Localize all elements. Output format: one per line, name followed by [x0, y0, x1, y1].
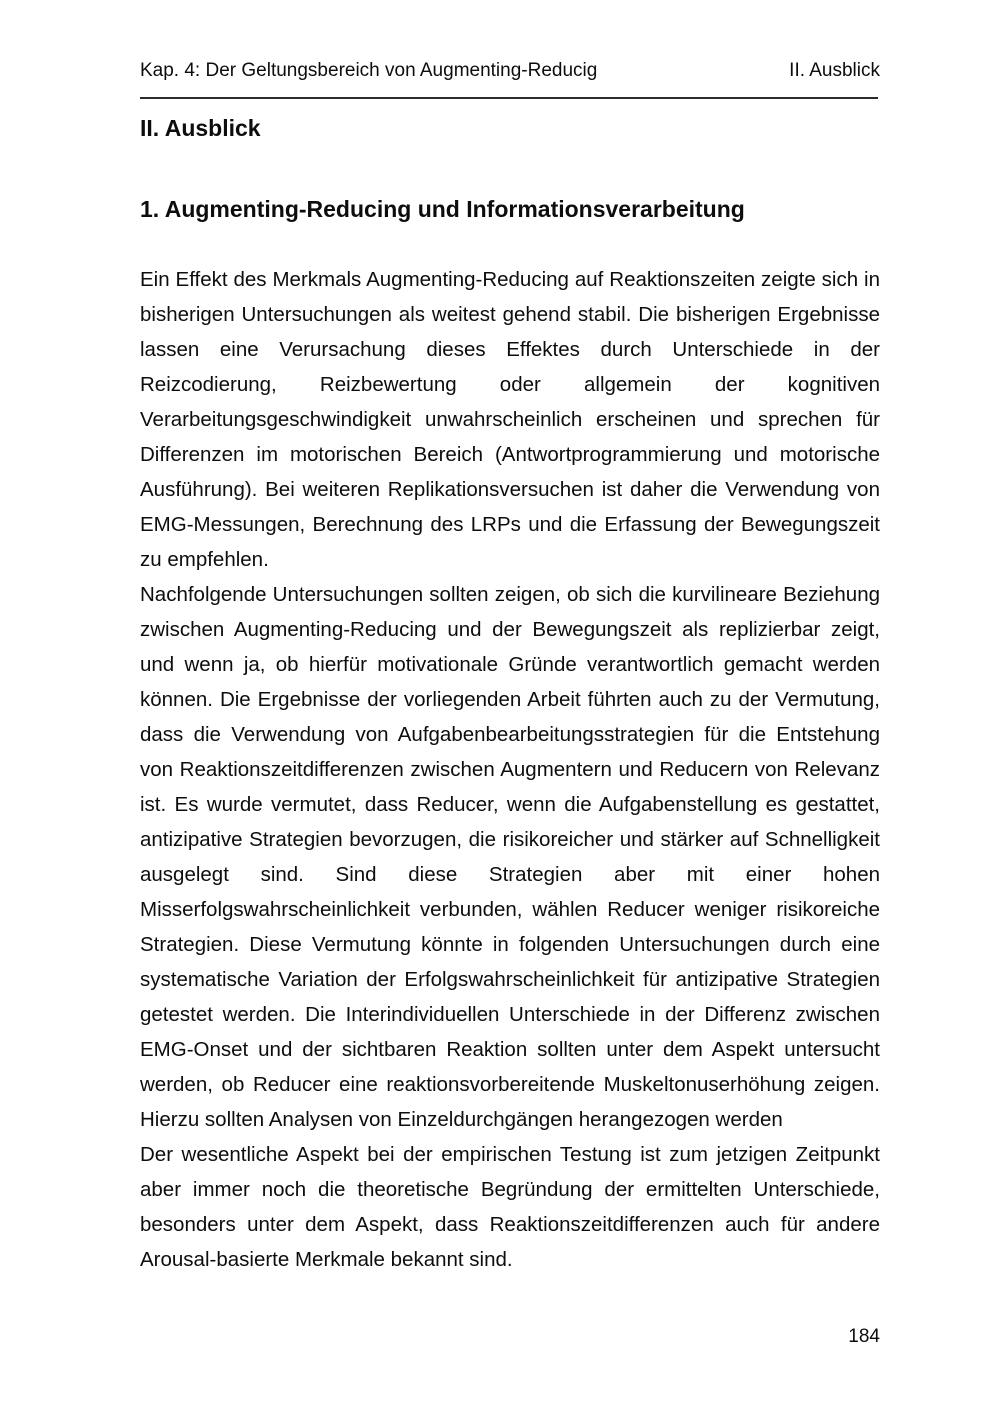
- running-header: [140, 60, 880, 82]
- paragraph: Der wesentliche Aspekt bei der empirischen Testung ist zum jetzigen Zeitpunkt aber immer noch die theoretische Begründung der ermittelten Unterschiede, besonders unter dem Aspekt, dass Reaktionszeitdifferenzen auch für andere Arousal-basierte Merkmale bekannt sind.: [140, 1143, 880, 1271]
- body-text: [140, 262, 880, 1277]
- paragraph: Nachfolgende Untersuchungen sollten zeigen, ob sich die kurvilineare Beziehung zwischen Augmenting-Reducing und der Bewegungszeit als replizierbar zeigt, und wenn ja, ob hierfür motivationale Gründe verantwortlich gemacht werden können. Die Ergebnisse der vorliegenden Arbeit führten auch zu der Vermutung, dass die Verwendung von Aufgabenbearbeitungsstrategien für die Entstehung von Reaktionszeitdifferenzen zwischen Augmentern und Reducern von Relevanz ist. Es wurde vermutet, dass Reducer, wenn die Aufgabenstellung es gestattet, antizipative Strategien bevorzugen, die risikoreicher und stärker auf Schnelligkeit ausgelegt sind. Sind diese Strategien aber mit einer hohen Misserfolgswahrscheinlichkeit verbunden, wählen Reducer weniger risikoreiche Strategien. Diese Vermutung könnte in folgenden Untersuchungen durch eine systematische Variation der Erfolgswahrscheinlichkeit für antizipative Strategien getestet werden. Die Interindividuellen Unterschiede in der Differenz zwischen EMG-Onset und der sichtbaren Reaktion sollten unter dem Aspekt untersucht werden, ob Reducer eine reaktionsvorbereitende Muskeltonuserhöhung zeigen. Hierzu sollten Analysen von Einzeldurchgängen herangezogen werden: [140, 583, 880, 1131]
- running-header-left: Kap. 4: Der Geltungsbereich von Augmenting-Reducig: [140, 60, 598, 81]
- page-number: 184: [848, 1326, 880, 1347]
- paragraph: Ein Effekt des Merkmals Augmenting-Reducing auf Reaktionszeiten zeigte sich in bisherigen Untersuchungen als weitest gehend stabil. Die bisherigen Ergebnisse lassen eine Verursachung dieses Effektes durch Unterschiede in der Reizcodierung, Reizbewertung oder allgemein der kognitiven Verarbeitungsgeschwindigkeit unwahrscheinlich erscheinen und sprechen für Differenzen im motorischen Bereich (Antwortprogrammierung und motorische Ausführung). Bei weiteren Replikationsversuchen ist daher die Verwendung von EMG-Messungen, Berechnung des LRPs und die Erfassung der Bewegungszeit zu empfehlen.: [140, 268, 880, 571]
- header-divider: [140, 97, 878, 99]
- section-heading: II. Ausblick: [140, 115, 261, 141]
- running-header-right: II. Ausblick: [789, 60, 880, 81]
- subsection-heading: 1. Augmenting-Reducing und Informationsverarbeitung: [140, 196, 745, 222]
